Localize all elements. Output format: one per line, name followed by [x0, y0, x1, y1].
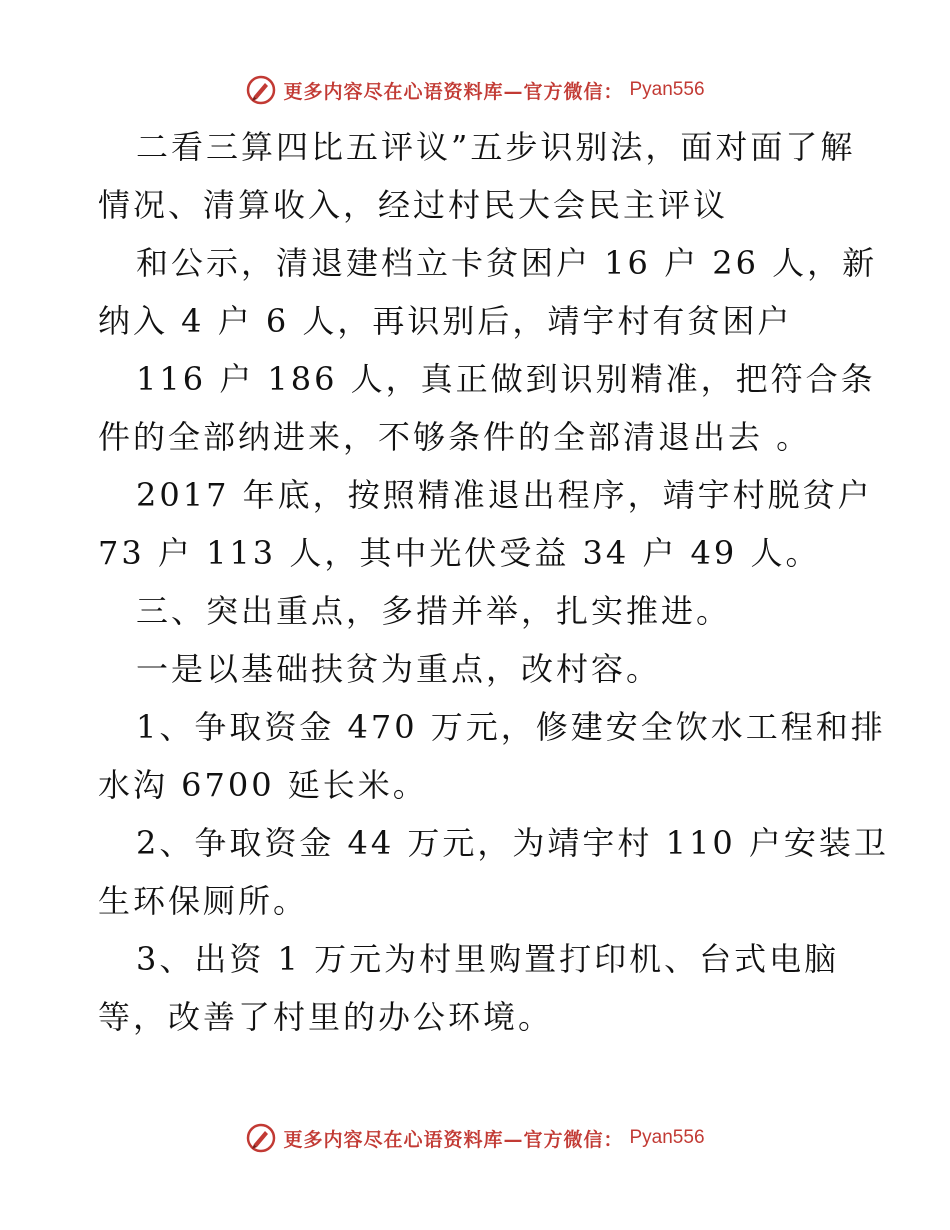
header-banner-text: 更多内容尽在心语资料库—官方微信：: [283, 80, 624, 103]
text-line: 件的全部纳进来，不够条件的全部清退出去 。: [98, 418, 812, 456]
text-line: 水沟 6700 延长米。: [98, 766, 428, 804]
text-line: 三、突出重点，多措并举，扎实推进。: [136, 592, 732, 630]
text-line: 纳入 4 户 6 人，再识别后，靖宇村有贫困户: [98, 302, 793, 340]
text-line: 2、争取资金 44 万元，为靖宇村 110 户安装卫: [136, 824, 889, 862]
text-line: 3、出资 1 万元为村里购置打印机、台式电脑: [136, 940, 840, 978]
text-line: 情况、清算收入，经过村民大会民主评议: [98, 186, 729, 224]
logo-icon: [245, 74, 277, 106]
text-line: 和公示，清退建档立卡贫困户 16 户 26 人，新: [136, 244, 878, 282]
header-wechat-id: Pyan556: [629, 79, 705, 100]
logo-icon: [245, 1122, 277, 1154]
text-line: 生环保厕所。: [98, 882, 309, 920]
text-line: 1、争取资金 470 万元，修建安全饮水工程和排: [136, 708, 886, 746]
text-line: 等，改善了村里的办公环境。: [98, 998, 554, 1036]
document-body: [98, 118, 889, 1046]
text-line: 116 户 186 人，真正做到识别精准，把符合条: [136, 360, 876, 398]
page-footer: [0, 1120, 950, 1156]
text-line: 2017 年底，按照精准退出程序，靖宇村脱贫户: [136, 476, 873, 514]
text-line: 73 户 113 人，其中光伏受益 34 户 49 人。: [98, 534, 821, 572]
text-line: 二看三算四比五评议”五步识别法，面对面了解: [136, 128, 856, 166]
text-line: 一是以基础扶贫为重点，改村容。: [136, 650, 662, 688]
page-header: [0, 72, 950, 108]
footer-banner-text: 更多内容尽在心语资料库—官方微信：: [283, 1128, 624, 1151]
footer-wechat-id: Pyan556: [629, 1127, 705, 1148]
